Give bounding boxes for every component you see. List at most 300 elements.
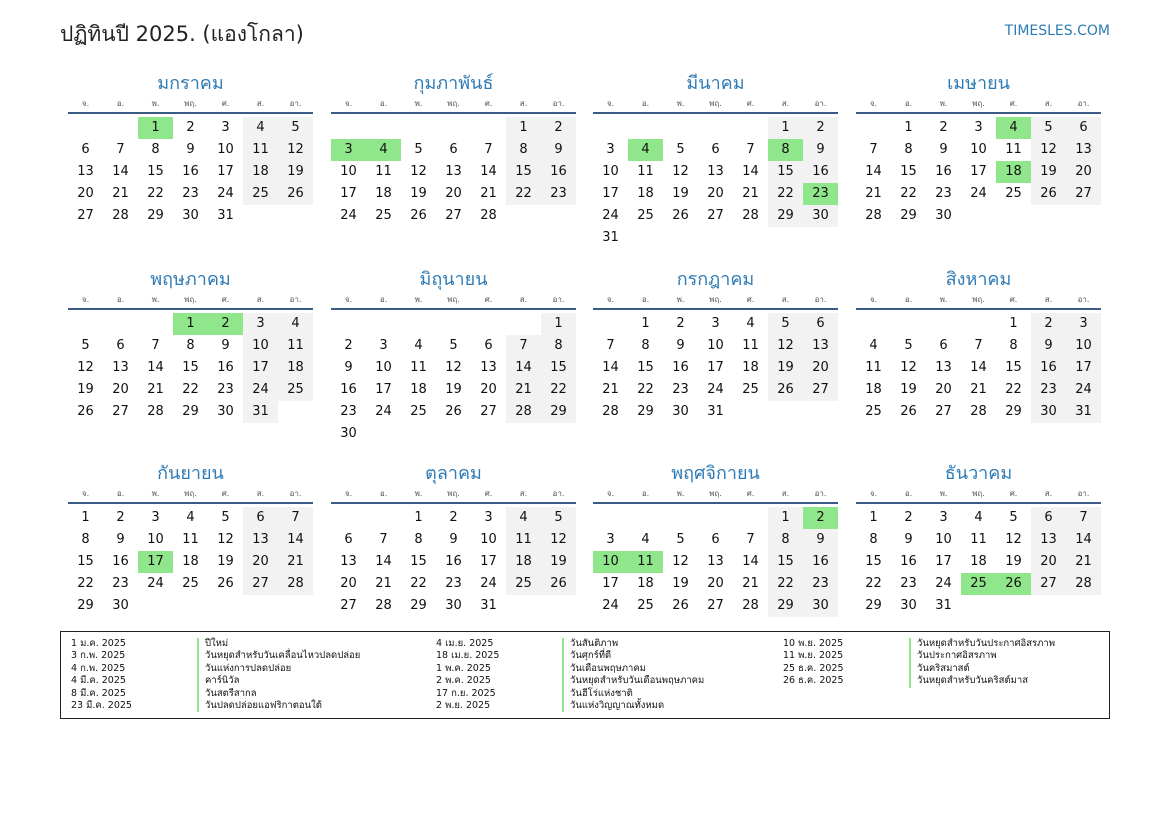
day-cell: 30 [900, 598, 917, 613]
day-cell: 9 [344, 360, 353, 375]
day-cell: 22 [77, 576, 94, 591]
day-grid [68, 313, 313, 423]
weekday-label: อา. [814, 99, 827, 108]
weekday-label: พ. [676, 489, 685, 498]
day-cell: 25 [1005, 186, 1022, 201]
day-cell: 5 [541, 507, 576, 529]
weekday-label: อ. [904, 99, 913, 108]
day-cell: 19 [410, 186, 427, 201]
day-cell: 28 [375, 598, 392, 613]
day-cell: 8 [186, 338, 195, 353]
day-cell: 21 [506, 379, 541, 401]
weekday-label: พฤ. [972, 99, 985, 108]
day-cell: 17 [340, 186, 357, 201]
day-cell: 8 [81, 532, 90, 547]
month-block [68, 70, 313, 227]
holiday-date: 17 ก.ย. 2025 [436, 687, 496, 699]
day-cell: 4 [869, 338, 878, 353]
day-cell: 26 [410, 208, 427, 223]
weekday-label: อา. [289, 295, 302, 304]
day-cell: 24 [970, 186, 987, 201]
day-cell: 9 [803, 529, 838, 551]
holiday-column [783, 638, 1055, 688]
weekday-label: ศ. [221, 99, 230, 108]
day-cell: 8 [904, 142, 913, 157]
day-cell: 27 [112, 404, 129, 419]
holiday-day-cell: 8 [768, 139, 803, 161]
weekday-label: ศ. [1009, 489, 1018, 498]
day-cell: 13 [243, 529, 278, 551]
day-cell: 1 [414, 510, 423, 525]
day-cell: 1 [1009, 316, 1018, 331]
day-cell: 15 [182, 360, 199, 375]
day-cell: 15 [541, 357, 576, 379]
day-cell: 13 [340, 554, 357, 569]
day-cell: 13 [1066, 139, 1101, 161]
empty-cell [593, 507, 628, 529]
empty-cell [926, 313, 961, 335]
day-cell: 15 [768, 161, 803, 183]
empty-cell [628, 507, 663, 529]
month-name: มิถุนายน [419, 269, 488, 290]
day-cell: 23 [340, 404, 357, 419]
day-cell: 5 [676, 532, 685, 547]
holiday-name: วันเดือนพฤษภาคม [562, 663, 646, 675]
day-cell: 29 [182, 404, 199, 419]
empty-cell [891, 313, 926, 335]
empty-cell [628, 117, 663, 139]
day-cell: 10 [217, 142, 234, 157]
day-cell: 12 [672, 164, 689, 179]
day-cell: 9 [939, 142, 948, 157]
day-cell: 9 [904, 532, 913, 547]
day-cell: 30 [1031, 401, 1066, 423]
weekday-header [68, 98, 313, 114]
day-cell: 17 [217, 164, 234, 179]
day-cell: 19 [278, 161, 313, 183]
empty-cell [471, 313, 506, 335]
day-cell: 3 [606, 142, 615, 157]
day-cell: 5 [768, 313, 803, 335]
day-cell: 16 [445, 554, 462, 569]
day-cell: 12 [900, 360, 917, 375]
day-cell: 31 [707, 404, 724, 419]
weekday-label: ส. [256, 489, 265, 498]
weekday-label: พฤ. [184, 99, 197, 108]
day-cell: 13 [1031, 529, 1066, 551]
holiday-name: คาร์นิวัล [197, 675, 239, 687]
weekday-label: อา. [289, 489, 302, 498]
day-cell: 21 [147, 382, 164, 397]
day-cell: 23 [935, 186, 952, 201]
day-cell: 7 [379, 532, 388, 547]
empty-cell [436, 117, 471, 139]
day-cell: 30 [445, 598, 462, 613]
page-title: ปฏิทินปี 2025. (แองโกลา) [60, 22, 304, 46]
day-cell: 20 [77, 186, 94, 201]
day-cell: 26 [672, 598, 689, 613]
day-cell: 15 [1005, 360, 1022, 375]
day-cell: 13 [77, 164, 94, 179]
weekday-label: ส. [781, 99, 790, 108]
day-cell: 18 [506, 551, 541, 573]
month-name: เมษายน [947, 73, 1010, 94]
day-cell: 25 [637, 208, 654, 223]
day-cell: 3 [379, 338, 388, 353]
day-cell: 18 [637, 576, 654, 591]
day-cell: 2 [186, 120, 195, 135]
weekday-label: พฤ. [184, 489, 197, 498]
day-cell: 5 [278, 117, 313, 139]
holiday-date: 26 ธ.ค. 2025 [783, 675, 844, 687]
day-cell: 7 [1066, 507, 1101, 529]
day-cell: 14 [742, 164, 759, 179]
holiday-row [436, 675, 704, 687]
weekday-label: พ. [414, 99, 423, 108]
day-grid [68, 507, 313, 617]
weekday-label: จ. [606, 295, 615, 304]
day-cell: 6 [711, 142, 720, 157]
day-cell: 12 [217, 532, 234, 547]
weekday-label: อ. [116, 489, 125, 498]
day-cell: 21 [970, 382, 987, 397]
holiday-date: 2 พ.ค. 2025 [436, 675, 491, 687]
holiday-day-cell: 1 [138, 117, 173, 139]
month-name: กรกฎาคม [676, 269, 755, 290]
month-name: พฤศจิกายน [671, 463, 760, 484]
empty-cell [138, 313, 173, 335]
day-cell: 16 [182, 164, 199, 179]
day-cell: 29 [541, 401, 576, 423]
day-cell: 21 [742, 186, 759, 201]
day-cell: 11 [1005, 142, 1022, 157]
day-cell: 23 [445, 576, 462, 591]
day-cell: 11 [243, 139, 278, 161]
month-block [331, 266, 576, 445]
day-cell: 20 [707, 576, 724, 591]
day-cell: 27 [1031, 573, 1066, 595]
month-block [593, 70, 838, 249]
holiday-row [436, 688, 704, 700]
holiday-row [783, 663, 1055, 675]
day-cell: 29 [1005, 404, 1022, 419]
day-cell: 28 [278, 573, 313, 595]
day-cell: 30 [803, 205, 838, 227]
day-cell: 6 [1031, 507, 1066, 529]
weekday-label: พ. [676, 295, 685, 304]
weekday-label: พฤ. [184, 295, 197, 304]
day-cell: 13 [803, 335, 838, 357]
day-cell: 21 [742, 576, 759, 591]
weekday-label: อ. [641, 489, 650, 498]
day-cell: 24 [147, 576, 164, 591]
day-cell: 18 [278, 357, 313, 379]
day-cell: 14 [480, 164, 497, 179]
site-link[interactable]: TIMESLES.COM [1004, 23, 1110, 39]
day-cell: 4 [506, 507, 541, 529]
holiday-name: วันประกาศอิสรภาพ [909, 650, 997, 662]
day-cell: 11 [970, 532, 987, 547]
day-cell: 17 [970, 164, 987, 179]
holiday-row [71, 638, 360, 650]
day-cell: 7 [974, 338, 983, 353]
empty-cell [593, 313, 628, 335]
day-cell: 5 [81, 338, 90, 353]
day-cell: 14 [970, 360, 987, 375]
empty-cell [68, 313, 103, 335]
holiday-row [436, 638, 704, 650]
day-cell: 14 [112, 164, 129, 179]
weekday-label: ศ. [484, 295, 493, 304]
day-cell: 10 [340, 164, 357, 179]
weekday-label: พ. [676, 99, 685, 108]
weekday-header [593, 294, 838, 310]
day-grid [593, 507, 838, 617]
weekday-label: จ. [606, 99, 615, 108]
day-cell: 1 [904, 120, 913, 135]
day-cell: 12 [410, 164, 427, 179]
holiday-row [71, 688, 360, 700]
day-cell: 10 [147, 532, 164, 547]
day-cell: 1 [641, 316, 650, 331]
day-cell: 29 [410, 598, 427, 613]
day-cell: 10 [480, 532, 497, 547]
weekday-label: จ. [869, 489, 878, 498]
day-cell: 11 [375, 164, 392, 179]
day-cell: 29 [147, 208, 164, 223]
day-cell: 18 [742, 360, 759, 375]
empty-cell [331, 507, 366, 529]
day-cell: 22 [865, 576, 882, 591]
day-cell: 24 [707, 382, 724, 397]
day-cell: 8 [506, 139, 541, 161]
weekday-label: ศ. [484, 489, 493, 498]
weekday-label: พ. [939, 295, 948, 304]
weekday-header [856, 488, 1101, 504]
day-cell: 23 [672, 382, 689, 397]
day-cell: 24 [480, 576, 497, 591]
day-cell: 3 [711, 316, 720, 331]
day-cell: 26 [217, 576, 234, 591]
weekday-label: ส. [781, 489, 790, 498]
weekday-label: ส. [1044, 99, 1053, 108]
month-block [856, 70, 1101, 227]
day-cell: 18 [243, 161, 278, 183]
weekday-label: จ. [869, 295, 878, 304]
weekday-label: พ. [939, 489, 948, 498]
weekday-label: พ. [414, 489, 423, 498]
day-cell: 30 [803, 595, 838, 617]
weekday-label: พ. [151, 99, 160, 108]
day-cell: 23 [1031, 379, 1066, 401]
day-cell: 2 [904, 510, 913, 525]
holiday-name: วันคริสมาสต์ [909, 663, 970, 675]
day-cell: 17 [480, 554, 497, 569]
day-cell: 25 [243, 183, 278, 205]
empty-cell [401, 313, 436, 335]
day-cell: 28 [602, 404, 619, 419]
weekday-label: ส. [781, 295, 790, 304]
day-cell: 8 [869, 532, 878, 547]
day-cell: 9 [1031, 335, 1066, 357]
weekday-label: ส. [519, 295, 528, 304]
day-cell: 26 [672, 208, 689, 223]
weekday-label: ศ. [221, 489, 230, 498]
day-cell: 2 [1031, 313, 1066, 335]
day-cell: 13 [935, 360, 952, 375]
day-cell: 29 [900, 208, 917, 223]
day-cell: 3 [974, 120, 983, 135]
holiday-date: 1 ม.ค. 2025 [71, 638, 126, 649]
day-cell: 30 [340, 426, 357, 441]
day-cell: 14 [147, 360, 164, 375]
day-cell: 22 [541, 379, 576, 401]
day-cell: 6 [81, 142, 90, 157]
day-cell: 22 [147, 186, 164, 201]
day-cell: 13 [445, 164, 462, 179]
weekday-label: อา. [552, 489, 565, 498]
day-cell: 29 [768, 595, 803, 617]
empty-cell [593, 117, 628, 139]
month-name: มกราคม [157, 73, 224, 94]
holiday-name: วันสันติภาพ [562, 638, 618, 650]
weekday-label: อ. [641, 99, 650, 108]
day-cell: 26 [768, 379, 803, 401]
day-cell: 25 [506, 573, 541, 595]
weekday-label: อา. [814, 295, 827, 304]
weekday-label: อ. [641, 295, 650, 304]
day-cell: 16 [935, 164, 952, 179]
day-cell: 26 [278, 183, 313, 205]
day-grid [856, 313, 1101, 423]
weekday-label: ศ. [746, 99, 755, 108]
day-cell: 16 [803, 551, 838, 573]
day-cell: 8 [768, 529, 803, 551]
day-cell: 3 [484, 510, 493, 525]
day-cell: 20 [803, 357, 838, 379]
day-cell: 15 [865, 554, 882, 569]
empty-cell [506, 313, 541, 335]
day-cell: 1 [768, 117, 803, 139]
day-cell: 1 [768, 507, 803, 529]
holiday-day-cell: 25 [961, 573, 996, 595]
holiday-day-cell: 23 [803, 183, 838, 205]
holiday-date: 4 ก.พ. 2025 [71, 662, 126, 674]
weekday-label: จ. [81, 489, 90, 498]
weekday-label: ส. [1044, 489, 1053, 498]
day-cell: 12 [77, 360, 94, 375]
holiday-date: 18 เม.ย. 2025 [436, 650, 500, 662]
day-cell: 4 [243, 117, 278, 139]
holiday-date: 23 มี.ค. 2025 [71, 700, 132, 712]
day-cell: 11 [182, 532, 199, 547]
weekday-header [68, 488, 313, 504]
day-cell: 21 [278, 551, 313, 573]
day-cell: 9 [186, 142, 195, 157]
day-cell: 14 [375, 554, 392, 569]
weekday-label: ส. [256, 295, 265, 304]
day-cell: 8 [414, 532, 423, 547]
day-cell: 19 [900, 382, 917, 397]
day-cell: 26 [900, 404, 917, 419]
empty-cell [471, 117, 506, 139]
day-cell: 3 [151, 510, 160, 525]
day-cell: 21 [1066, 551, 1101, 573]
weekday-label: อ. [116, 99, 125, 108]
weekday-header [331, 488, 576, 504]
day-cell: 24 [340, 208, 357, 223]
day-cell: 22 [637, 382, 654, 397]
day-cell: 15 [506, 161, 541, 183]
month-name: พฤษภาคม [150, 269, 231, 290]
weekday-label: ศ. [484, 99, 493, 108]
day-cell: 18 [637, 186, 654, 201]
weekday-label: ศ. [221, 295, 230, 304]
weekday-header [856, 294, 1101, 310]
day-cell: 12 [768, 335, 803, 357]
day-cell: 24 [1066, 379, 1101, 401]
day-cell: 18 [182, 554, 199, 569]
day-cell: 12 [541, 529, 576, 551]
holiday-date: 1 พ.ค. 2025 [436, 662, 491, 674]
day-cell: 17 [602, 186, 619, 201]
day-cell: 1 [869, 510, 878, 525]
day-cell: 16 [112, 554, 129, 569]
weekday-label: อา. [814, 489, 827, 498]
day-cell: 18 [970, 554, 987, 569]
day-cell: 12 [1031, 139, 1066, 161]
day-cell: 7 [746, 142, 755, 157]
day-cell: 22 [506, 183, 541, 205]
day-cell: 13 [112, 360, 129, 375]
holiday-day-cell: 3 [331, 139, 366, 161]
holiday-row [783, 638, 1055, 650]
day-cell: 14 [865, 164, 882, 179]
weekday-header [593, 98, 838, 114]
holiday-name: วันศุกร์ที่ดี [562, 650, 611, 662]
day-cell: 31 [480, 598, 497, 613]
empty-cell [961, 313, 996, 335]
holiday-date: 11 พ.ย. 2025 [783, 650, 844, 662]
day-cell: 25 [742, 382, 759, 397]
day-cell: 22 [900, 186, 917, 201]
day-cell: 12 [278, 139, 313, 161]
holiday-day-cell: 2 [208, 313, 243, 335]
empty-cell [366, 117, 401, 139]
day-cell: 5 [676, 142, 685, 157]
day-cell: 24 [217, 186, 234, 201]
weekday-label: พ. [414, 295, 423, 304]
day-cell: 21 [480, 186, 497, 201]
day-cell: 22 [410, 576, 427, 591]
day-cell: 10 [602, 164, 619, 179]
weekday-label: พฤ. [447, 489, 460, 498]
day-cell: 30 [182, 208, 199, 223]
day-cell: 21 [602, 382, 619, 397]
holiday-day-cell: 4 [996, 117, 1031, 139]
empty-cell [366, 507, 401, 529]
holiday-row [71, 663, 360, 675]
holiday-day-cell: 17 [138, 551, 173, 573]
day-cell: 13 [480, 360, 497, 375]
day-cell: 8 [1009, 338, 1018, 353]
day-cell: 9 [221, 338, 230, 353]
day-cell: 5 [449, 338, 458, 353]
day-cell: 7 [116, 142, 125, 157]
month-block [331, 70, 576, 227]
weekday-label: ศ. [1009, 99, 1018, 108]
weekday-label: ส. [519, 99, 528, 108]
